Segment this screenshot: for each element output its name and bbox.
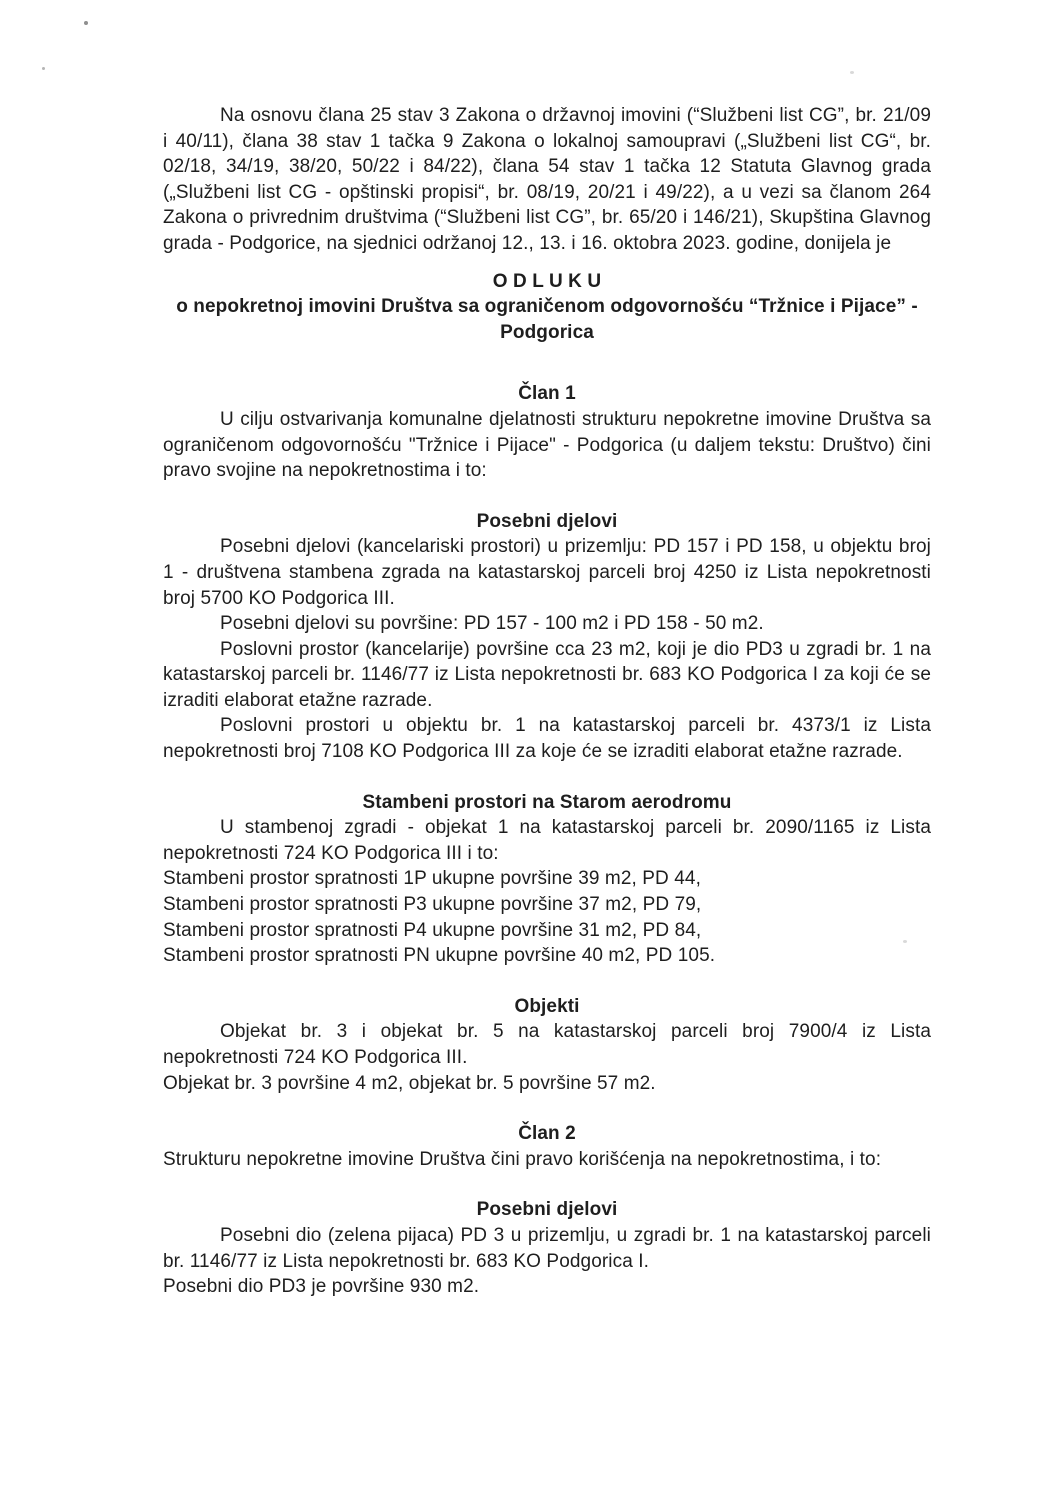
objekti-paragraph-1: Objekat br. 3 i objekat br. 5 na katastarskoj parceli broj 7900/4 iz Lista nepokretnosti 724 KO Podgorica III. [163,1021,931,1068]
posebni-dio-paragraph-1: Posebni dio (zelena pijaca) PD 3 u prizemlju, u zgradi br. 1 na katastarskoj parceli br. 1146/77 iz Lista nepokretnosti br. 683 KO Podgorica I. [163,1224,931,1272]
scan-speck [84,21,88,25]
article-1-paragraph: U cilju ostvarivanja komunalne djelatnosti strukturu nepokretne imovine Društva sa ograničenom odgovornošću "Tržnice i Pijace" - Podgorica (u daljem tekstu: Društvo) čini pravo svojine na nepokretnostima i to: [163,408,931,482]
posebni-djelovi-paragraph-2: Posebni djelovi su površine: PD 157 - 100 m2 i PD 158 - 50 m2. [220,613,764,635]
section-posebni-djelovi-2-heading: Posebni djelovi [476,1199,618,1221]
stambeni-prostor-item-2: Stambeni prostor spratnosti P3 ukupne površine 37 m2, PD 79, [163,894,702,916]
poslovni-prostor-paragraph-1: Poslovni prostor (kancelarije) površine cca 23 m2, koji je dio PD3 u zgradi br. 1 na katastarskoj parceli br. 1146/77 iz Lista nepokretnosti br. 683 KO Podgorica I za koji će se izraditi elaborat etažne razrade. [163,638,931,711]
article-2-paragraph: Strukturu nepokretne imovine Društva čini pravo korišćenja na nepokretnostima, i to: [163,1148,882,1170]
objekti-paragraph-2: Objekat br. 3 površine 4 m2, objekat br. 5 površine 57 m2. [163,1072,656,1094]
posebni-dio-paragraph-2: Posebni dio PD3 je površine 930 m2. [163,1276,480,1298]
preamble-paragraph: Na osnovu člana 25 stav 3 Zakona o državnoj imovini (“Službeni list CG”, br. 21/09 i 40/11), člana 38 stav 1 tačka 9 Zakona o lokalnoj samoupravi („Službeni list CG“, br. 02/18, 34/19, 38/20, 50/22 i 84/22), člana 54 stav 1 tačka 12 Statuta Glavnog grada („Službeni list CG - opštinski propisi“, br. 08/19, 20/21 i 49/22), a u vezi sa članom 264 Zakona o privrednim društvima (“Službeni list CG”, br. 65/20 i 146/21), Skupština Glavnog grada - Podgorice, na sjednici održanoj 12., 13. i 16. oktobra 2023. godine, donijela je [163,105,931,254]
stambeni-prostor-item-3: Stambeni prostor spratnosti P4 ukupne površine 31 m2, PD 84, [163,919,702,941]
scan-speck [850,71,854,74]
stambeni-prostori-paragraph: U stambenoj zgradi - objekat 1 na katastarskoj parceli br. 2090/1165 iz Lista nepokretnosti 724 KO Podgorica III i to: [163,817,931,864]
section-posebni-djelovi-1-heading: Posebni djelovi [476,510,618,532]
poslovni-prostor-paragraph-2: Poslovni prostori u objektu br. 1 na katastarskoj parceli br. 4373/1 iz Lista nepokretnosti broj 7108 KO Podgorica III za koje će se izraditi elaborat etažne razrade. [163,715,931,763]
scan-speck [42,67,45,70]
article-2-heading: Član 2 [518,1123,576,1145]
document-body [163,103,931,1300]
decision-title: O D L U K U [492,270,602,292]
posebni-djelovi-paragraph-1: Posebni djelovi (kancelariski prostori) u prizemlju: PD 157 i PD 158, u objektu broj 1 - društvena stambena zgrada na katastarskoj parceli broj 4250 iz Lista nepokretnosti broj 5700 KO Podgorica III. [163,536,931,609]
article-1-heading: Član 1 [518,383,576,405]
stambeni-prostor-item-1: Stambeni prostor spratnosti 1P ukupne površine 39 m2, PD 44, [163,868,701,890]
decision-subtitle: o nepokretnoj imovini Društva sa ograničenom odgovornošću “Tržnice i Pijace” - Podgorica [176,296,918,343]
section-objekti-heading: Objekti [514,995,580,1017]
section-stambeni-prostori-heading: Stambeni prostori na Starom aerodromu [362,791,732,813]
stambeni-prostor-item-4: Stambeni prostor spratnosti PN ukupne površine 40 m2, PD 105. [163,945,716,967]
